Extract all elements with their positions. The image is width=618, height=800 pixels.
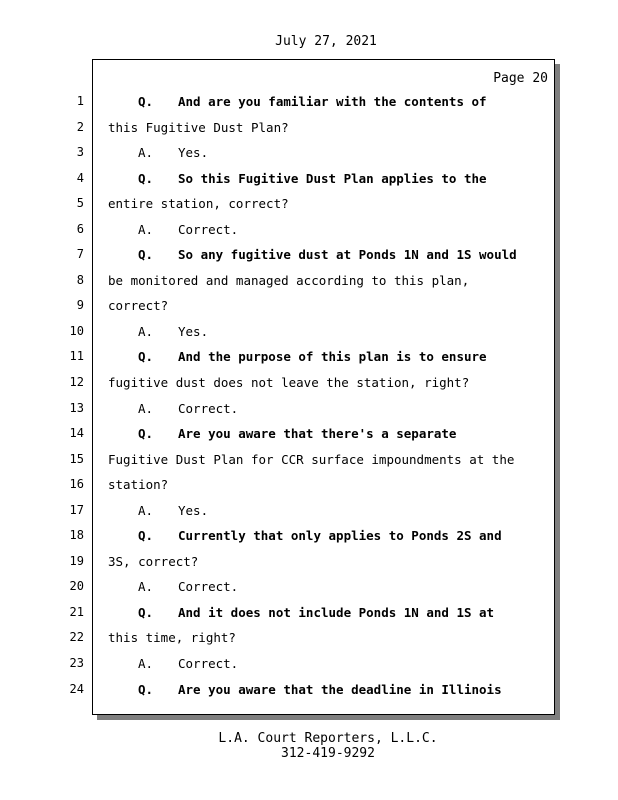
line-number: 1 bbox=[76, 94, 84, 108]
transcript-line bbox=[108, 677, 553, 703]
line-text: Correct. bbox=[178, 656, 239, 672]
line-number: 24 bbox=[69, 681, 84, 696]
line-number: 12 bbox=[69, 375, 84, 390]
answer-marker: A. bbox=[138, 656, 154, 672]
line-number: 13 bbox=[69, 400, 84, 415]
line-number: 22 bbox=[69, 630, 84, 645]
line-number: 6 bbox=[76, 221, 84, 236]
line-number: 10 bbox=[69, 323, 84, 338]
transcript-line bbox=[108, 115, 553, 141]
line-text: this time, right? bbox=[108, 630, 236, 646]
line-text: So this Fugitive Dust Plan applies to the bbox=[178, 170, 487, 186]
question-marker: Q. bbox=[138, 604, 154, 620]
line-number: 15 bbox=[69, 451, 84, 466]
line-text: Correct. bbox=[178, 400, 239, 416]
page-number: Page 20 bbox=[493, 71, 548, 86]
line-text: station? bbox=[108, 477, 169, 493]
transcript-line bbox=[108, 600, 553, 626]
header-date: July 27, 2021 bbox=[275, 34, 377, 49]
line-text: Yes. bbox=[178, 323, 209, 339]
line-number: 17 bbox=[69, 502, 84, 517]
answer-marker: A. bbox=[138, 579, 154, 595]
transcript-line bbox=[108, 217, 553, 243]
answer-marker: A. bbox=[138, 221, 154, 237]
question-marker: Q. bbox=[138, 94, 154, 109]
line-number: 21 bbox=[69, 604, 84, 619]
transcript-line bbox=[108, 421, 553, 447]
line-number: 20 bbox=[69, 579, 84, 594]
line-number: 23 bbox=[69, 656, 84, 671]
line-text: So any fugitive dust at Ponds 1N and 1S would bbox=[178, 247, 517, 263]
line-text: correct? bbox=[108, 298, 169, 314]
transcript-line bbox=[108, 242, 553, 268]
answer-marker: A. bbox=[138, 400, 154, 416]
question-marker: Q. bbox=[138, 528, 154, 544]
footer bbox=[0, 731, 618, 761]
line-number: 3 bbox=[76, 145, 84, 160]
question-marker: Q. bbox=[138, 170, 154, 186]
question-marker: Q. bbox=[138, 247, 154, 263]
line-text: 3S, correct? bbox=[108, 553, 199, 569]
question-marker: Q. bbox=[138, 426, 154, 442]
transcript-line bbox=[108, 574, 553, 600]
line-number: 5 bbox=[76, 196, 84, 211]
transcript-line bbox=[108, 396, 553, 422]
transcript-line bbox=[108, 447, 553, 473]
answer-marker: A. bbox=[138, 323, 154, 339]
line-number: 9 bbox=[76, 298, 84, 313]
line-text: Fugitive Dust Plan for CCR surface impoundments at the bbox=[108, 451, 515, 467]
transcript-line bbox=[108, 370, 553, 396]
footer-company: L.A. Court Reporters, L.L.C. bbox=[218, 731, 438, 746]
answer-marker: A. bbox=[138, 145, 154, 161]
line-number: 18 bbox=[69, 528, 84, 543]
line-number: 4 bbox=[76, 170, 84, 185]
line-number: 14 bbox=[69, 426, 84, 441]
line-text: Correct. bbox=[178, 221, 239, 237]
line-number: 2 bbox=[76, 119, 84, 134]
question-marker: Q. bbox=[138, 681, 154, 697]
line-text: And are you familiar with the contents of bbox=[178, 94, 487, 109]
transcript-line bbox=[108, 319, 553, 345]
line-text: Yes. bbox=[178, 502, 209, 518]
line-text: Correct. bbox=[178, 579, 239, 595]
transcript-line bbox=[108, 472, 553, 498]
transcript-line bbox=[108, 89, 553, 115]
line-number-column bbox=[0, 89, 84, 702]
line-text: Are you aware that there's a separate bbox=[178, 426, 457, 442]
line-number: 7 bbox=[76, 247, 84, 262]
line-text: And it does not include Ponds 1N and 1S at bbox=[178, 604, 495, 620]
transcript-line bbox=[108, 625, 553, 651]
transcript-line bbox=[108, 651, 553, 677]
question-marker: Q. bbox=[138, 349, 154, 365]
line-text: Yes. bbox=[178, 145, 209, 161]
transcript-lines bbox=[108, 89, 553, 702]
line-text: Are you aware that the deadline in Illinois bbox=[178, 681, 502, 697]
line-number: 16 bbox=[69, 477, 84, 492]
line-text: fugitive dust does not leave the station, right? bbox=[108, 375, 470, 391]
transcript-line bbox=[108, 549, 553, 575]
transcript-line bbox=[108, 293, 553, 319]
transcript-line bbox=[108, 166, 553, 192]
transcript-line bbox=[108, 268, 553, 294]
line-number: 8 bbox=[76, 272, 84, 287]
transcript-line bbox=[108, 523, 553, 549]
line-text: entire station, correct? bbox=[108, 196, 289, 212]
transcript-line bbox=[108, 498, 553, 524]
line-text: be monitored and managed according to this plan, bbox=[108, 272, 470, 288]
line-text: this Fugitive Dust Plan? bbox=[108, 119, 289, 135]
transcript-line bbox=[108, 344, 553, 370]
answer-marker: A. bbox=[138, 502, 154, 518]
line-number: 19 bbox=[69, 553, 84, 568]
line-text: And the purpose of this plan is to ensure bbox=[178, 349, 487, 365]
transcript-line bbox=[108, 191, 553, 217]
footer-phone: 312-419-9292 bbox=[281, 746, 375, 761]
transcript-line bbox=[108, 140, 553, 166]
line-text: Currently that only applies to Ponds 2S and bbox=[178, 528, 502, 544]
line-number: 11 bbox=[69, 349, 84, 364]
